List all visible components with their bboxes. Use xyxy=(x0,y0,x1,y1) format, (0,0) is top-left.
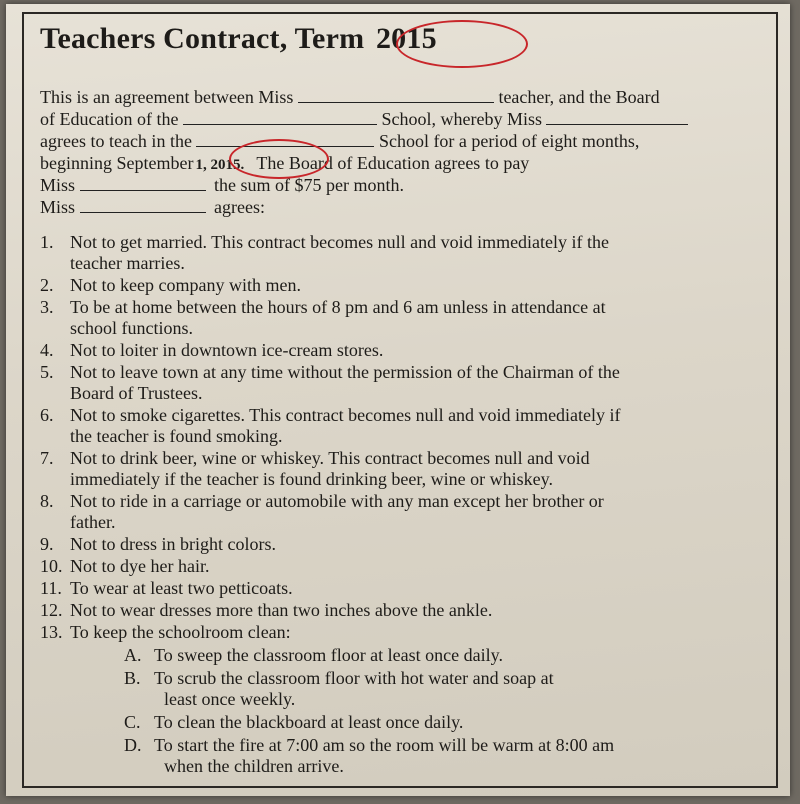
list-item-continuation: the teacher is found smoking. xyxy=(70,426,283,446)
sub-item-continuation: when the children arrive. xyxy=(164,756,344,776)
sub-item: C. To clean the blackboard at least once daily. xyxy=(124,712,464,732)
red-circle-annotation-year xyxy=(396,20,528,68)
list-item: 7. Not to drink beer, wine or whiskey. This contract becomes null and void xyxy=(40,448,590,468)
list-item: 13. To keep the schoolroom clean: xyxy=(40,622,291,642)
contract-sheet xyxy=(6,4,790,796)
list-item: 2. Not to keep company with men. xyxy=(40,275,301,295)
intro-line: Miss the sum of $75 per month. xyxy=(40,175,404,195)
list-item-continuation: father. xyxy=(70,512,116,532)
page-title xyxy=(40,22,437,56)
name-blank xyxy=(298,87,494,103)
title-text: Teachers Contract, Term xyxy=(40,22,365,55)
list-item-continuation: teacher marries. xyxy=(70,253,185,273)
name-blank xyxy=(546,109,688,125)
contract-border xyxy=(22,12,778,788)
list-item-continuation: school functions. xyxy=(70,318,193,338)
list-item-continuation: Board of Trustees. xyxy=(70,383,203,403)
list-item: 5. Not to leave town at any time without the permission of the Chairman of the xyxy=(40,362,620,382)
red-circle-annotation-date xyxy=(229,139,329,179)
name-blank xyxy=(80,197,206,213)
list-item: 12. Not to wear dresses more than two inches above the ankle. xyxy=(40,600,493,620)
intro-line: beginning September 1, 2015. The Board of Education agrees to pay xyxy=(40,153,530,173)
title-year: 2015 xyxy=(375,22,437,55)
list-item: 1. Not to get married. This contract becomes null and void immediately if the xyxy=(40,232,610,252)
list-item: 4. Not to loiter in downtown ice-cream stores. xyxy=(40,340,384,360)
intro-line: of Education of the School, whereby Miss xyxy=(40,108,688,130)
school-blank xyxy=(183,109,377,125)
intro-line: This is an agreement between Miss teacher, and the Board xyxy=(40,87,660,107)
intro-line: Miss agrees: xyxy=(40,197,265,217)
list-item-continuation: immediately if the teacher is found drinking beer, wine or whiskey. xyxy=(70,469,553,489)
list-item: 10. Not to dye her hair. xyxy=(40,556,210,576)
sub-item: A. To sweep the classroom floor at least once daily. xyxy=(124,645,503,665)
name-blank xyxy=(80,175,206,191)
sub-item-continuation: least once weekly. xyxy=(164,689,296,709)
list-item: 8. Not to ride in a carriage or automobile with any man except her brother or xyxy=(40,491,604,511)
list-item: 6. Not to smoke cigarettes. This contract becomes null and void immediately if xyxy=(40,405,621,425)
sub-item: B. To scrub the classroom floor with hot water and soap at xyxy=(124,668,554,688)
list-item: 11. To wear at least two petticoats. xyxy=(40,578,293,598)
list-item: 9. Not to dress in bright colors. xyxy=(40,534,276,554)
start-date: 1, 2015. xyxy=(195,157,245,173)
list-item: 3. To be at home between the hours of 8 pm and 6 am unless in attendance at xyxy=(40,297,606,317)
sub-item: D. To start the fire at 7:00 am so the room will be warm at 8:00 am xyxy=(124,735,615,755)
intro-line: agrees to teach in the School for a period of eight months, xyxy=(40,131,640,151)
